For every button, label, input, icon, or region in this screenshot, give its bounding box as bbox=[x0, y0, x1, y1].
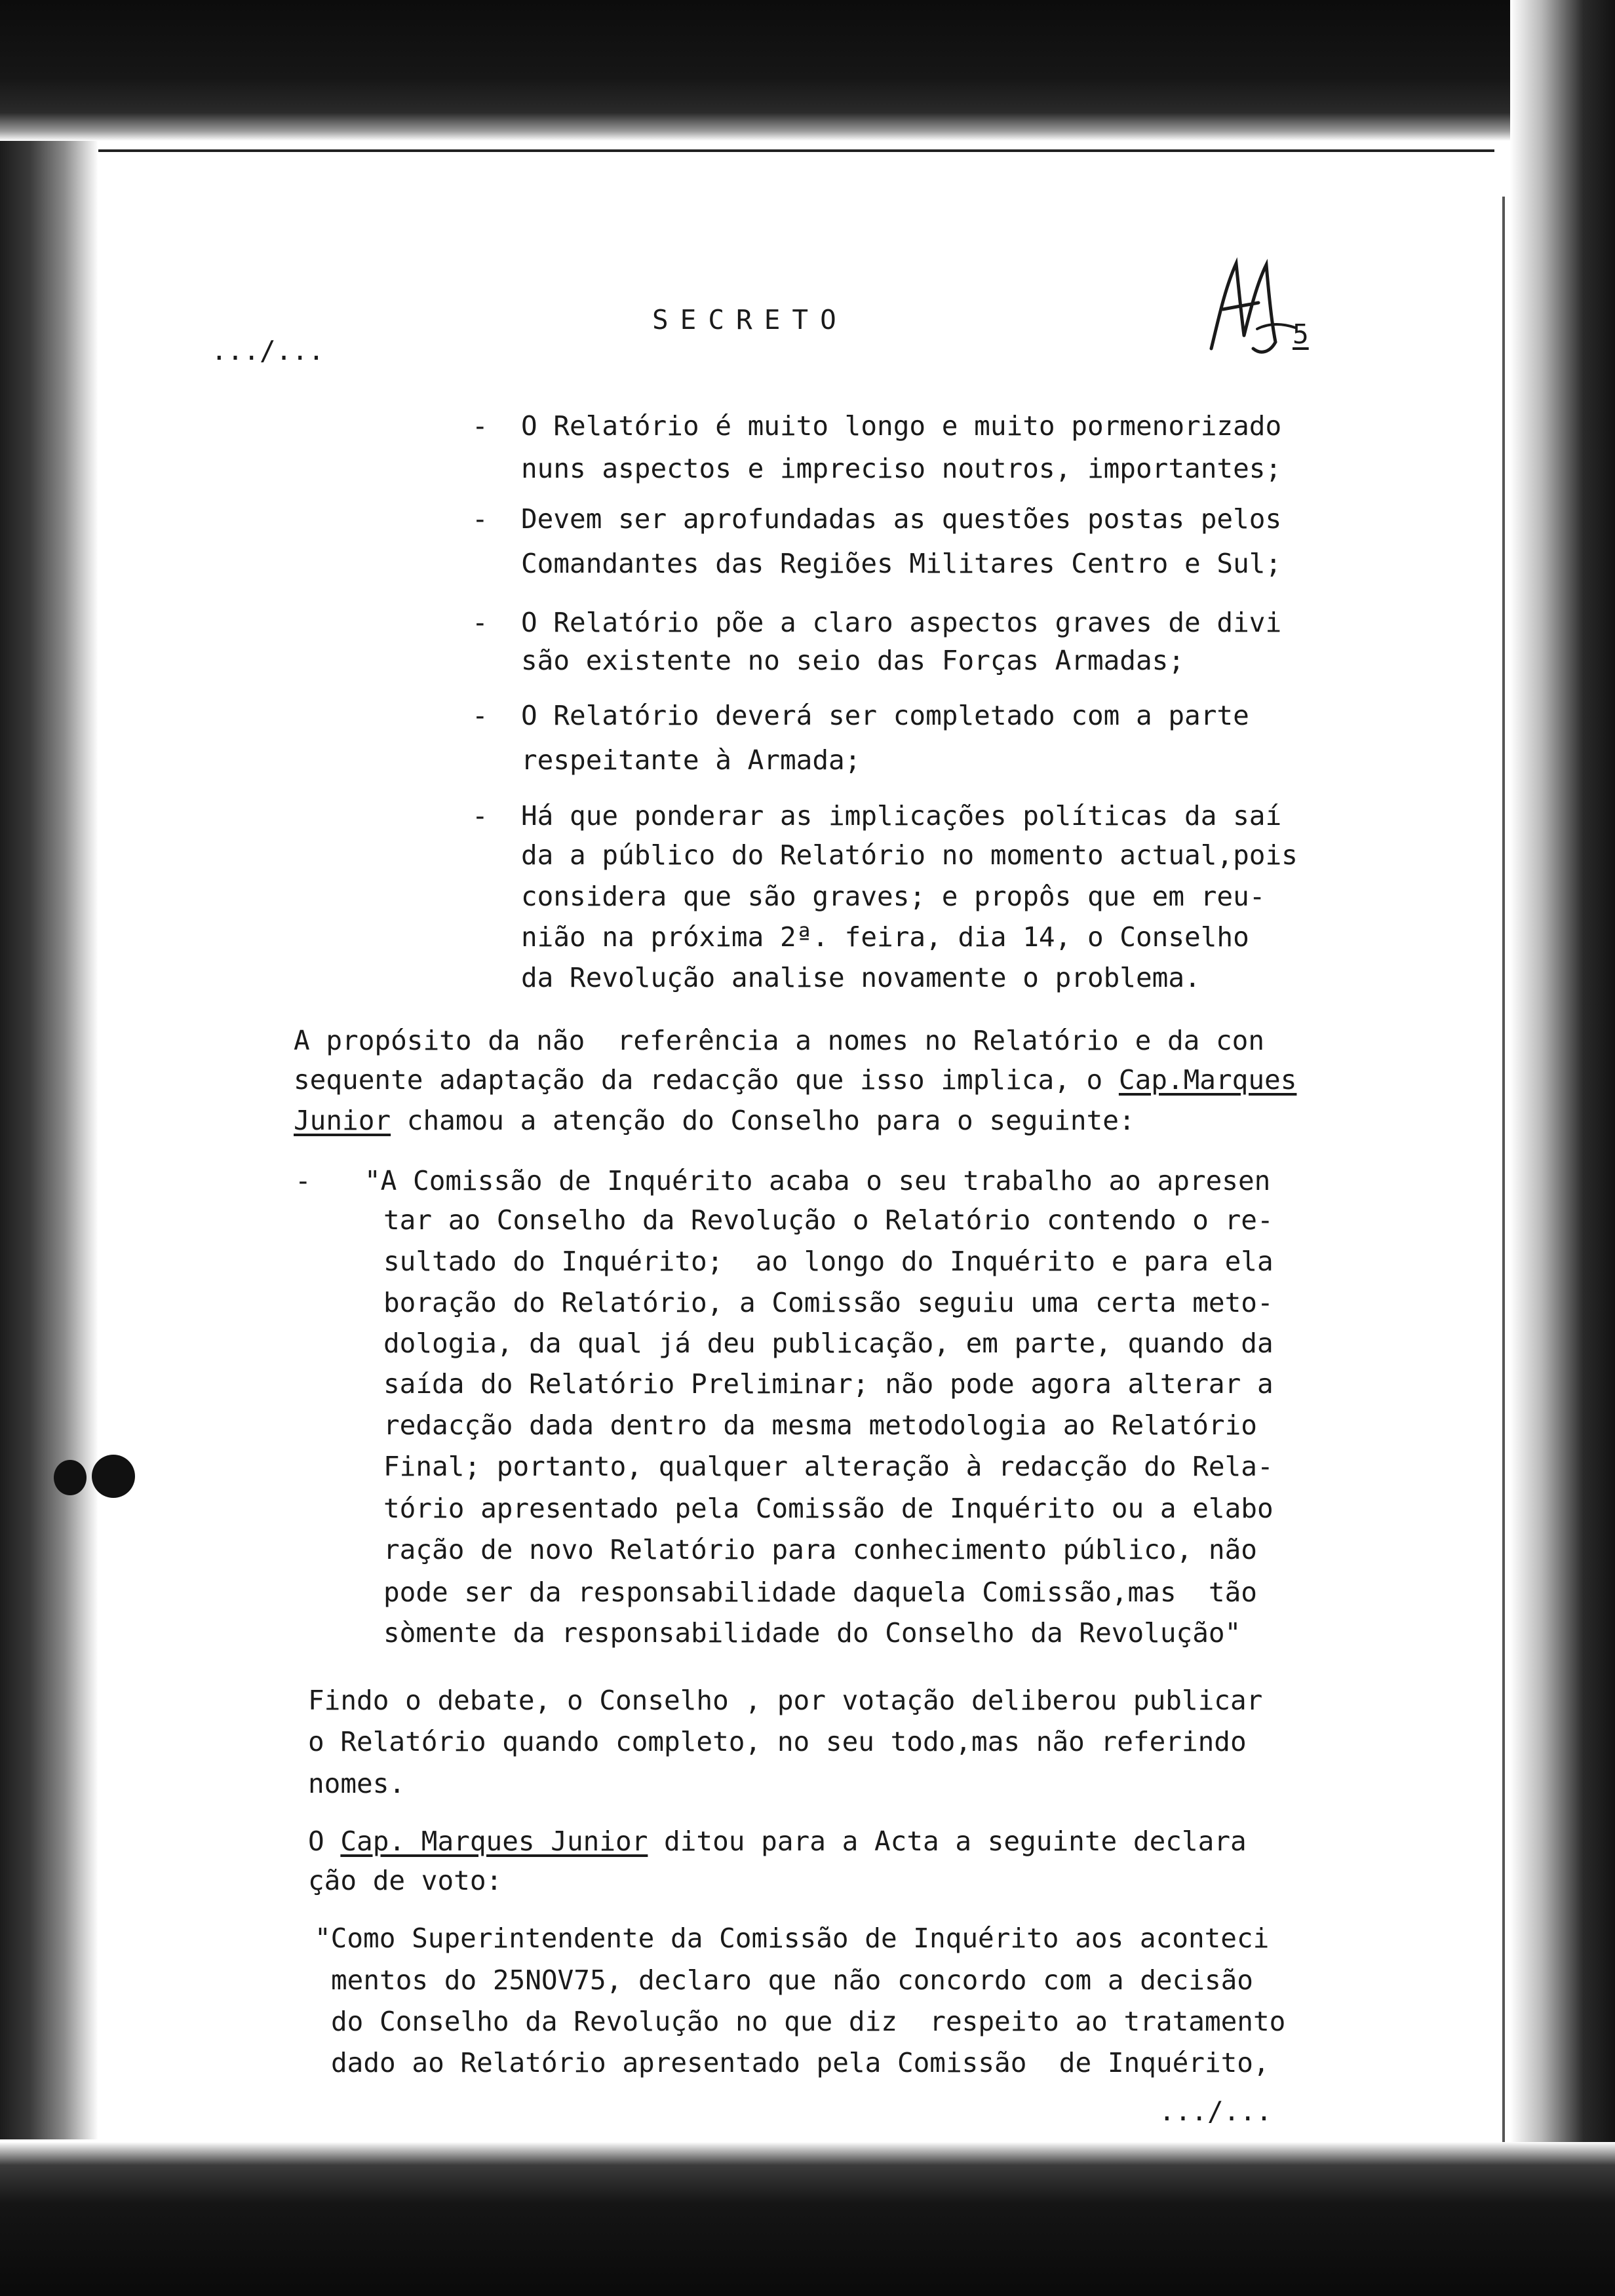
list-item-line: são existente no seio das Forças Armadas; bbox=[521, 645, 1185, 676]
scan-border-bottom bbox=[0, 2142, 1615, 2296]
list-item-line: nião na próxima 2ª. feira, dia 14, o Conselho bbox=[521, 921, 1249, 953]
quote-line: sòmente da responsabilidade do Conselho da Revolução" bbox=[383, 1617, 1241, 1649]
quote-line: boração do Relatório, a Comissão seguiu uma certa meto- bbox=[383, 1287, 1274, 1318]
quote-line: Final; portanto, qualquer alteração à redacção do Rela- bbox=[383, 1451, 1274, 1482]
list-item-line: Devem ser aprofundadas as questões postas pelos bbox=[521, 503, 1282, 535]
list-item-line: Comandantes das Regiões Militares Centro e Sul; bbox=[521, 548, 1282, 579]
scan-rule-right bbox=[1502, 197, 1505, 2149]
statement-line: dado ao Relatório apresentado pela Comissão de Inquérito, bbox=[331, 2047, 1270, 2078]
list-item-line: considera que são graves; e propôs que em reu- bbox=[521, 881, 1266, 912]
paragraph-line bbox=[308, 1828, 1247, 1855]
quote-line: ração de novo Relatório para conhecimento público, não bbox=[383, 1534, 1257, 1565]
punch-hole-mark bbox=[92, 1455, 135, 1498]
speaker-name: Junior bbox=[294, 1105, 391, 1136]
paragraph-text: sequente adaptação da redacção que isso implica, o bbox=[294, 1064, 1119, 1096]
list-bullet: - bbox=[472, 410, 488, 442]
list-item-line: nuns aspectos e impreciso noutros, importantes; bbox=[521, 453, 1282, 484]
punch-hole-mark bbox=[54, 1460, 87, 1495]
quote-line: tar ao Conselho da Revolução o Relatório contendo o re- bbox=[383, 1204, 1274, 1236]
speaker-name: Cap.Marques bbox=[1118, 1064, 1297, 1096]
quote-line: dologia, da qual já deu publicação, em parte, quando da bbox=[383, 1328, 1274, 1359]
scan-border-left bbox=[0, 141, 98, 2139]
continuation-marker-bottom: .../... bbox=[1159, 2095, 1272, 2127]
scan-border-top bbox=[0, 0, 1615, 141]
quote-line: saída do Relatório Preliminar; não pode agora alterar a bbox=[383, 1368, 1274, 1400]
list-item-line: O Relatório é muito longo e muito pormenorizado bbox=[521, 410, 1282, 442]
list-item-line: O Relatório deverá ser completado com a parte bbox=[521, 700, 1249, 731]
continuation-marker-top: .../... bbox=[211, 335, 324, 366]
quote-line: redacção dada dentro da mesma metodologia ao Relatório bbox=[383, 1409, 1257, 1441]
statement-line: do Conselho da Revolução no que diz respeito ao tratamento bbox=[331, 2006, 1286, 2037]
paragraph-line: Findo o debate, o Conselho , por votação deliberou publicar bbox=[308, 1685, 1263, 1716]
quote-line: tório apresentado pela Comissão de Inquérito ou a elabo bbox=[383, 1493, 1274, 1524]
classification-label: SECRETO bbox=[652, 304, 848, 335]
statement-line: "Como Superintendente da Comissão de Inquérito aos aconteci bbox=[315, 1923, 1270, 1954]
list-item-line: O Relatório põe a claro aspectos graves de divi bbox=[521, 607, 1282, 638]
speaker-name: Cap. Marques Junior bbox=[340, 1826, 648, 1857]
quote-line: "A Comissão de Inquérito acaba o seu trabalho ao apresen bbox=[364, 1165, 1271, 1196]
paragraph-line bbox=[294, 1064, 1297, 1096]
quote-line: pode ser da responsabilidade daquela Comissão,mas tão bbox=[383, 1577, 1257, 1608]
paragraph-line: ção de voto: bbox=[308, 1865, 503, 1896]
statement-line: mentos do 25NOV75, declaro que não concordo com a decisão bbox=[331, 1964, 1253, 1996]
page-number: 5 bbox=[1293, 318, 1309, 350]
list-item-line: da a público do Relatório no momento actual,pois bbox=[521, 839, 1298, 871]
list-bullet: - bbox=[295, 1165, 311, 1196]
paragraph-line bbox=[294, 1107, 1135, 1134]
paragraph-text: ditou para a Acta a seguinte declara bbox=[648, 1826, 1247, 1857]
signature-initials bbox=[1198, 250, 1296, 362]
list-bullet: - bbox=[472, 607, 488, 638]
paragraph-line: nomes. bbox=[308, 1768, 406, 1799]
scan-border-right bbox=[1510, 0, 1615, 2296]
list-item-line: respeitante à Armada; bbox=[521, 744, 861, 776]
list-bullet: - bbox=[472, 700, 488, 731]
scan-rule-top bbox=[39, 149, 1494, 152]
quote-line: sultado do Inquérito; ao longo do Inquérito e para ela bbox=[383, 1246, 1274, 1277]
paragraph-text: O bbox=[308, 1826, 341, 1857]
paragraph-line: A propósito da não referência a nomes no Relatório e da con bbox=[294, 1025, 1265, 1056]
list-bullet: - bbox=[472, 800, 488, 832]
list-item-line: da Revolução analise novamente o problema. bbox=[521, 962, 1201, 993]
paragraph-line: o Relatório quando completo, no seu todo,mas não referindo bbox=[308, 1726, 1247, 1757]
paragraph-text: chamou a atenção do Conselho para o seguinte: bbox=[391, 1105, 1135, 1136]
list-item-line: Há que ponderar as implicações políticas da saí bbox=[521, 800, 1282, 832]
list-bullet: - bbox=[472, 503, 488, 535]
